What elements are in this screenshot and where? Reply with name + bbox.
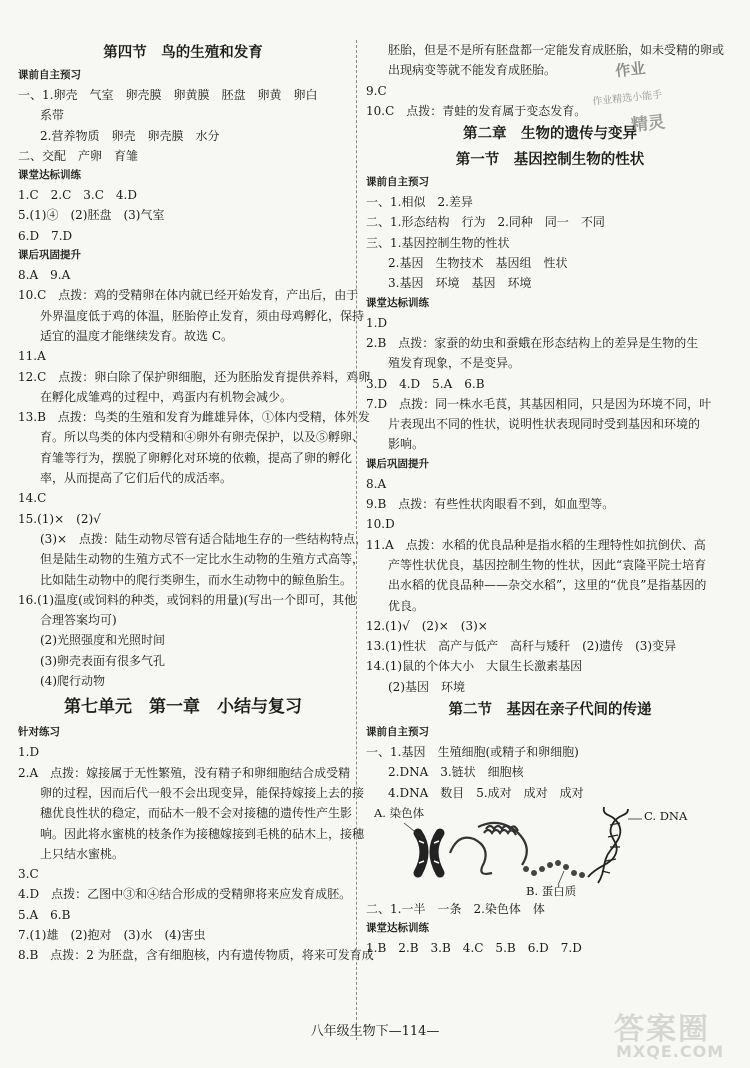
answer-line: (2)光照强度和光照时间 bbox=[40, 633, 165, 648]
answer-line: 11.A bbox=[18, 349, 46, 364]
answer-line: 3.C bbox=[18, 867, 39, 882]
answer-line: 11.A 点拨：水稻的优良品种是指水稻的生理特性如抗倒伏、高 bbox=[366, 537, 706, 552]
answer-line: 13.(1)性状 高产与低产 高秆与矮秆 (2)遗传 (3)变异 bbox=[366, 639, 677, 654]
answer-line: (3)卵壳表面有很多气孔 bbox=[40, 653, 165, 668]
answer-line: 外界温度低于鸡的体温，胚胎停止发育，须由母鸡孵化，保持 bbox=[40, 308, 365, 323]
unit-title: 第七单元 第一章 小结与复习 bbox=[64, 697, 302, 718]
page-footer: 八年级生物下—114— bbox=[310, 1024, 440, 1039]
answer-line: 8.A bbox=[366, 476, 387, 491]
subheading: 针对练习 bbox=[18, 726, 60, 739]
answer-line: 二、交配 产卵 育雏 bbox=[18, 148, 139, 163]
answer-line: 育。所以鸟类的体内受精和④卵外有卵壳保护，以及⑤孵卵、 bbox=[40, 430, 365, 445]
subheading: 课后巩固提升 bbox=[366, 457, 429, 470]
answer-line: 1.D bbox=[366, 315, 388, 330]
answer-line: 14.C bbox=[18, 491, 47, 506]
answer-line: (3)× 点拨：陆生动物尽管有适合陆地生存的一些结构特点， bbox=[40, 531, 368, 546]
answer-line: 3.基因 环境 基因 环境 bbox=[388, 276, 532, 291]
label-protein: B. 蛋白质 bbox=[526, 883, 577, 898]
section-title: 第二节 基因在亲子代间的传递 bbox=[448, 702, 652, 719]
answer-line: 一、1.卵壳 气室 卵壳膜 卵黄膜 胚盘 卵黄 卵白 bbox=[18, 88, 318, 102]
answer-line: 12.C 点拨：卵白除了保护卵细胞，还为胚胎发育提供养料，鸡卵 bbox=[18, 369, 371, 384]
answer-line: 出现病变等就不能发育成胚胎。 bbox=[388, 63, 557, 78]
answer-line: 2.B 点拨：家蚕的幼虫和蚕蛾在形态结构上的差异是生物的生 bbox=[366, 335, 699, 350]
answer-line: 片表现出不同的性状，说明性状表现同时受到基因和环境的 bbox=[388, 417, 701, 432]
answer-line: 5.(1)④ (2)胚盘 (3)气室 bbox=[18, 208, 165, 223]
label-chromosome: A. 染色体 bbox=[374, 805, 425, 820]
nucleosome-beads bbox=[523, 860, 585, 878]
answer-line: 胚胎，但是不是所有胚盘都一定能发育成胚胎，如未受精的卵或 bbox=[388, 43, 725, 57]
left-column bbox=[18, 40, 374, 966]
answer-line: 10.C 点拨：鸡的受精卵在体内就已经开始发育，产出后，由于 bbox=[18, 288, 359, 303]
answer-line: 2.营养物质 卵壳 卵壳膜 水分 bbox=[40, 128, 220, 143]
answer-line: 5.A 6.B bbox=[18, 907, 71, 922]
answer-line: 影响。 bbox=[388, 437, 425, 452]
answer-line: 7.(1)雄 (2)抱对 (3)水 (4)害虫 bbox=[18, 927, 206, 942]
answer-line: 一、1.基因 生殖细胞(或精子和卵细胞) bbox=[366, 745, 579, 760]
stamp-mark: 精灵 bbox=[630, 112, 667, 136]
answer-line: 在孵化成雏鸡的过程中，鸡蛋内有机物会减少。 bbox=[40, 389, 293, 404]
answer-line: 1.C 2.C 3.C 4.D bbox=[18, 188, 137, 203]
answer-line: 8.B 点拨：2 为胚盘，含有细胞核，内有遗传物质，将来可发育成 bbox=[18, 948, 374, 963]
answer-line: 6.D 7.D bbox=[18, 228, 73, 243]
answer-line: 12.(1)√ (2)× (3)× bbox=[366, 618, 488, 633]
answer-line: 15.(1)× (2)√ bbox=[18, 511, 101, 526]
chromosome-shape bbox=[418, 833, 440, 873]
subheading: 课前自主预习 bbox=[366, 726, 429, 739]
dna-double-helix bbox=[588, 807, 628, 883]
answer-line: 1.D bbox=[18, 745, 40, 760]
answer-line: 10.D bbox=[366, 517, 395, 532]
answer-line: 产等性状优良，基因控制生物的性状，因此“袁隆平院士培育 bbox=[388, 557, 707, 572]
answer-line: 2.DNA 3.链状 细胞核 bbox=[388, 765, 524, 780]
column-divider bbox=[356, 40, 357, 1040]
answer-line: 9.C bbox=[366, 83, 387, 98]
right-column bbox=[366, 40, 734, 959]
answer-line: (2)基因 环境 bbox=[388, 679, 465, 694]
answer-line: 16.(1)温度(或饲料的种类，或饲料的用量)(写出一个即可，其他 bbox=[18, 592, 357, 607]
answer-line: 卵的过程，因而后代一般不会出现变异，能保持嫁接上去的接 bbox=[40, 785, 365, 800]
watermark-text: 答案圈 bbox=[614, 1012, 710, 1047]
subheading: 课前自主预习 bbox=[18, 69, 81, 81]
answer-line: 8.A 9.A bbox=[18, 268, 71, 283]
answer-line: 系带 bbox=[40, 108, 65, 123]
answer-line: 比如陆生动物中的爬行类卵生，而水生动物中的鲸鱼胎生。 bbox=[40, 572, 353, 587]
answer-line: 13.B 点拨：鸟类的生殖和发育为雌雄异体，①体内受精，体外发 bbox=[18, 410, 370, 425]
answer-line: 上只结水蜜桃。 bbox=[40, 846, 125, 861]
answer-line: 9.B 点拨：有些性状肉眼看不到，如血型等。 bbox=[366, 497, 615, 512]
subheading: 课堂达标训练 bbox=[366, 296, 429, 309]
watermark-url: MXQE.COM bbox=[616, 1042, 725, 1061]
answer-line: 率，从而提高了它们后代的成活率。 bbox=[40, 471, 233, 486]
chapter-title: 第二章 生物的遗传与变异 bbox=[463, 126, 637, 143]
answer-line: 4.DNA 数目 5.成对 成对 成对 bbox=[388, 785, 584, 800]
stamp-logo bbox=[586, 47, 690, 143]
coiled-chromatin bbox=[450, 823, 527, 874]
answer-line: 殖发育现象，不是变异。 bbox=[388, 356, 521, 371]
answer-line: 3.D 4.D 5.A 6.B bbox=[366, 376, 485, 391]
stamp-title: 作业 bbox=[614, 59, 647, 81]
answer-line: 10.C 点拨：青蛙的发育属于变态发育。 bbox=[366, 103, 587, 118]
section-title: 第四节 鸟的生殖和发育 bbox=[103, 45, 263, 61]
chromosome-dna-diagram bbox=[366, 803, 734, 899]
answer-line: 优良。 bbox=[388, 598, 425, 613]
answer-line: 2.基因 生物技术 基因组 性状 bbox=[388, 256, 568, 271]
answer-line: 响。因此将水蜜桃的枝条作为接穗嫁接到毛桃的砧木上，接穗 bbox=[40, 826, 365, 841]
answer-line: (4)爬行动物 bbox=[40, 674, 105, 689]
answer-line: 育雏等行为，摆脱了卵孵化对环境的依赖，提高了卵的孵化 bbox=[40, 450, 353, 465]
answer-line: 适宜的温度才能继续发育。故选 C。 bbox=[40, 328, 233, 343]
subheading: 课堂达标训练 bbox=[366, 922, 429, 935]
answer-line: 7.D 点拨：同一株水毛茛，其基因相同，只是因为环境不同，叶 bbox=[366, 396, 712, 411]
answer-line: 穗优良性状的稳定，而砧木一般不会对接穗的遗传性产生影 bbox=[40, 806, 353, 821]
answer-line: 一、1.相似 2.差异 bbox=[366, 195, 473, 210]
subheading: 课前自主预习 bbox=[366, 176, 429, 189]
answer-line: 出水稻的优良品种——杂交水稻”，这里的“优良”是指基因的 bbox=[388, 578, 707, 593]
answer-line: 4.D 点拨：乙图中③和④结合形成的受精卵将来应发育成胚。 bbox=[18, 887, 352, 902]
answer-line: 但是陆生动物的生殖方式不一定比水生动物的生殖方式高等， bbox=[40, 552, 365, 567]
answer-line: 2.A 点拨：嫁接属于无性繁殖，没有精子和卵细胞结合成受精 bbox=[18, 765, 351, 780]
answer-line: 合理答案均可) bbox=[40, 613, 117, 628]
answer-line: 二、1.形态结构 行为 2.同种 同一 不同 bbox=[366, 215, 605, 230]
answer-line: 三、1.基因控制生物的性状 bbox=[366, 235, 510, 250]
watermark-logo bbox=[612, 1004, 740, 1064]
section-title: 第一节 基因控制生物的性状 bbox=[455, 152, 645, 169]
subheading: 课后巩固提升 bbox=[18, 249, 81, 262]
stamp-subtitle: 作业精选小能手 bbox=[591, 89, 663, 108]
label-dna: C. DNA bbox=[644, 808, 688, 823]
answer-line: 二、1.一半 一条 2.染色体 体 bbox=[366, 901, 545, 916]
answer-line: 14.(1)鼠的个体大小 大鼠生长激素基因 bbox=[366, 659, 583, 674]
answer-line: 1.B 2.B 3.B 4.C 5.B 6.D 7.D bbox=[366, 941, 582, 956]
subheading: 课堂达标训练 bbox=[18, 169, 81, 182]
